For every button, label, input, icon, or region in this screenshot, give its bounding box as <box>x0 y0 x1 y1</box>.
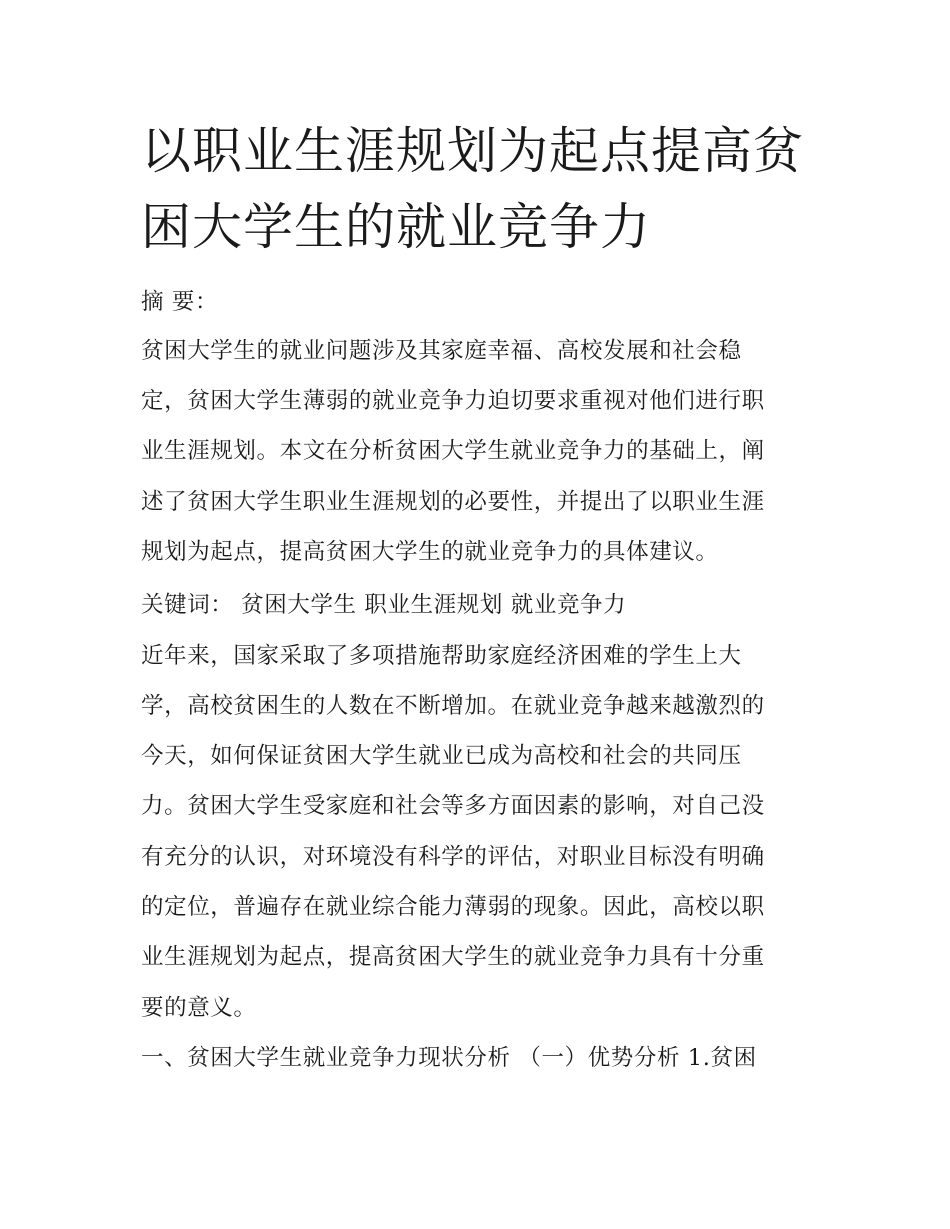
keywords-line: 关键词： 贫困大学生 职业生涯规划 就业竞争力 <box>141 592 627 618</box>
body-line: 今天，如何保证贫困大学生就业已成为高校和社会的共同压 <box>141 743 742 769</box>
abstract-line: 贫困大学生的就业问题涉及其家庭幸福、高校发展和社会稳 <box>141 338 742 364</box>
section-heading-line: 一、贫困大学生就业竞争力现状分析 （一）优势分析 1.贫困 <box>141 1045 757 1071</box>
body-line: 业生涯规划为起点，提高贫困大学生的就业竞争力具有十分重 <box>141 944 765 970</box>
body-line: 学，高校贫困生的人数在不断增加。在就业竞争越来越激烈的 <box>141 693 765 719</box>
abstract-line: 规划为起点，提高贫困大学生的就业竞争力的具体建议。 <box>141 539 719 565</box>
abstract-line: 业生涯规划。本文在分析贫困大学生就业竞争力的基础上，阐 <box>141 438 765 464</box>
body-line: 要的意义。 <box>141 995 257 1021</box>
body-line: 近年来，国家采取了多项措施帮助家庭经济困难的学生上大 <box>141 643 742 669</box>
abstract-line: 述了贫困大学生职业生涯规划的必要性，并提出了以职业生涯 <box>141 489 765 515</box>
abstract-label: 摘 要： <box>141 289 219 315</box>
document-title: 以职业生涯规划为起点提高贫困大学生的就业竞争力 <box>141 122 804 256</box>
body-line: 有充分的认识，对环境没有科学的评估，对职业目标没有明确 <box>141 844 765 870</box>
body-line: 的定位，普遍存在就业综合能力薄弱的现象。因此，高校以职 <box>141 894 765 920</box>
abstract-line: 定，贫困大学生薄弱的就业竞争力迫切要求重视对他们进行职 <box>141 388 765 414</box>
body-line: 力。贫困大学生受家庭和社会等多方面因素的影响，对自己没 <box>141 793 765 819</box>
